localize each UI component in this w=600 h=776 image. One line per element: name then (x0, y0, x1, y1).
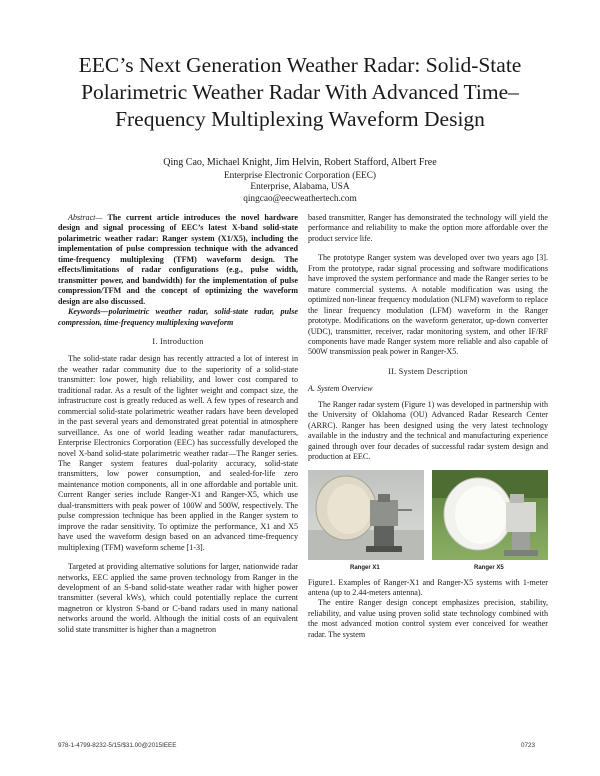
subsection-heading-system-overview: A. System Overview (308, 384, 373, 394)
ranger-x1-illustration (308, 470, 424, 560)
footer-page-number: 0723 (521, 742, 536, 749)
intro-paragraph-3: based transmitter, Ranger has demonstrated the technology will yield the performance and reliability to make the option more affordable over the product service life. (308, 213, 548, 243)
figure-1 (308, 470, 548, 578)
author-email: qingcao@eecweathertech.com (243, 193, 357, 204)
intro-paragraph-1: The solid-state radar design has recently attracted a lot of interest in the weather radar community due to the superiority of a solid-state transmitter: low power, high reliability, and lower cost compared to traditional radar. As a result of the lighter weight and compact size, the infrastructure cost is greatly reduced as well. A few types of research and commercial solid-state polarimetric weather radars have been developed in the past several years and demonstrated great potential in atmosphere surveillance. As one of world leading weather radar manufacturers, Enterprise Electronics Corporation (EEC) has successfully developed the novel X-band solid-state polarimetric weather radar—The Ranger series. The Ranger system features dual-polarity accuracy, solid-state transmitters, low power consumption, and sealed-for-life zero maintenance motion components, all in one affordable and portable unit. Current Ranger series include Ranger-X1 and Ranger-X5, which use dual-transmitters with peak power of 100W and 500W, respectively. The pulse compression technique has been applied in the Ranger system to improve the radar sensitivity. To optimize the performance, X1 and X5 have used the waveform design based on an advanced time-frequency multiplexing (TFM) waveform scheme [1-3]. (58, 354, 298, 552)
footer-copyright: 978-1-4799-8232-5/15/$31.00@2015IEEE (58, 742, 177, 749)
intro-paragraph-4: The prototype Ranger system was developed over two years ago [3]. From the prototype, radar signal processing and software modifications have improved the system performance and made the Ranger series to be mature commercial systems. A notable modification was using the optimized non-linear frequency modulation (NLFM) waveform to replace the linear frequency modulation (LFM) waveform in the Ranger prototype. Modifications on the waveform generator, up-down converter (UDC), transmitter, receiver, radar monitoring system, and other IF/RF components have made Ranger system more reliable and also capable of 500W transmission peak power in Ranger-X5. (308, 253, 548, 357)
author-names: Qing Cao, Michael Knight, Jim Helvin, Robert Stafford, Albert Free (163, 157, 437, 168)
ranger-x1-label: Ranger X1 (350, 564, 380, 571)
abstract-lead: Abstract— (68, 213, 103, 222)
ranger-x5-label: Ranger X5 (474, 564, 504, 571)
figure-1-caption: Figure1. Examples of Ranger-X1 and Ranger-X5 systems with 1-meter antena (up to 2.44-meters antenna). (308, 577, 548, 597)
section-heading-system-description: II. System Description (388, 366, 468, 376)
ranger-x5-illustration (432, 470, 548, 560)
location: Enterprise, Alabama, USA (250, 182, 350, 193)
abstract-text: The current article introduces the novel hardware design and signal processing of EEC’s latest X-band solid-state polarimetric weather radar: Ranger system (X1/X5), including the implementation of pulse compression technique with the advanced time-frequency multiplexing (TFM) waveform design. The effects/limitations of radar configurations (e.g., pulse width, transmitter power, and bandwidth) for the implementation of pulse compression/TFM and the concept of optimizing the waveform design are also discussed. (58, 213, 298, 306)
affiliation: Enterprise Electronic Corporation (EEC) (223, 170, 377, 181)
author-block (60, 157, 540, 205)
ranger-x5-photo (432, 470, 548, 560)
right-column (308, 213, 548, 640)
abstract (58, 213, 298, 307)
section-heading-introduction: I. Introduction (152, 336, 204, 346)
keywords-lead: Keywords— (68, 307, 109, 317)
system-paragraph-1: The Ranger radar system (Figure 1) was developed in partnership with the University of Oklahoma (OU) Advanced Radar Research Center (ARRC). Ranger has been designed using the very latest technology available in the industry and the technical and manufacturing experience gained through over four decades of successful radar system design and production at EEC. (308, 399, 548, 462)
paper-title: EEC’s Next Generation Weather Radar: Solid-State Polarimetric Weather Radar With Advanced Time–Frequency Multiplexing Waveform Design (78, 53, 522, 131)
system-paragraph-2: The entire Ranger design concept emphasizes precision, stability, reliability, and value using proven solid state technology combined with the most advanced motion control system ever conceived for weather radar. The system (308, 598, 548, 639)
left-column (58, 213, 298, 635)
ranger-x1-photo (308, 470, 424, 560)
keywords-text: polarimetric weather radar, solid-state radar, pulse compression, time-frequency multiplexing waveform (58, 307, 298, 327)
intro-paragraph-2: Targeted at providing alternative solutions for larger, nationwide radar networks, EEC applied the same proven technology from Ranger in the development of an S-band solid-state weather radar with higher power transmitter (several kWs), which could potentially replace the current magnetron or klystron S-band or C-band radars used in many national networks around the world. Although the initial costs of an equivalent solid state transmitter is higher than a magnetron (58, 562, 298, 634)
keywords (58, 307, 298, 328)
